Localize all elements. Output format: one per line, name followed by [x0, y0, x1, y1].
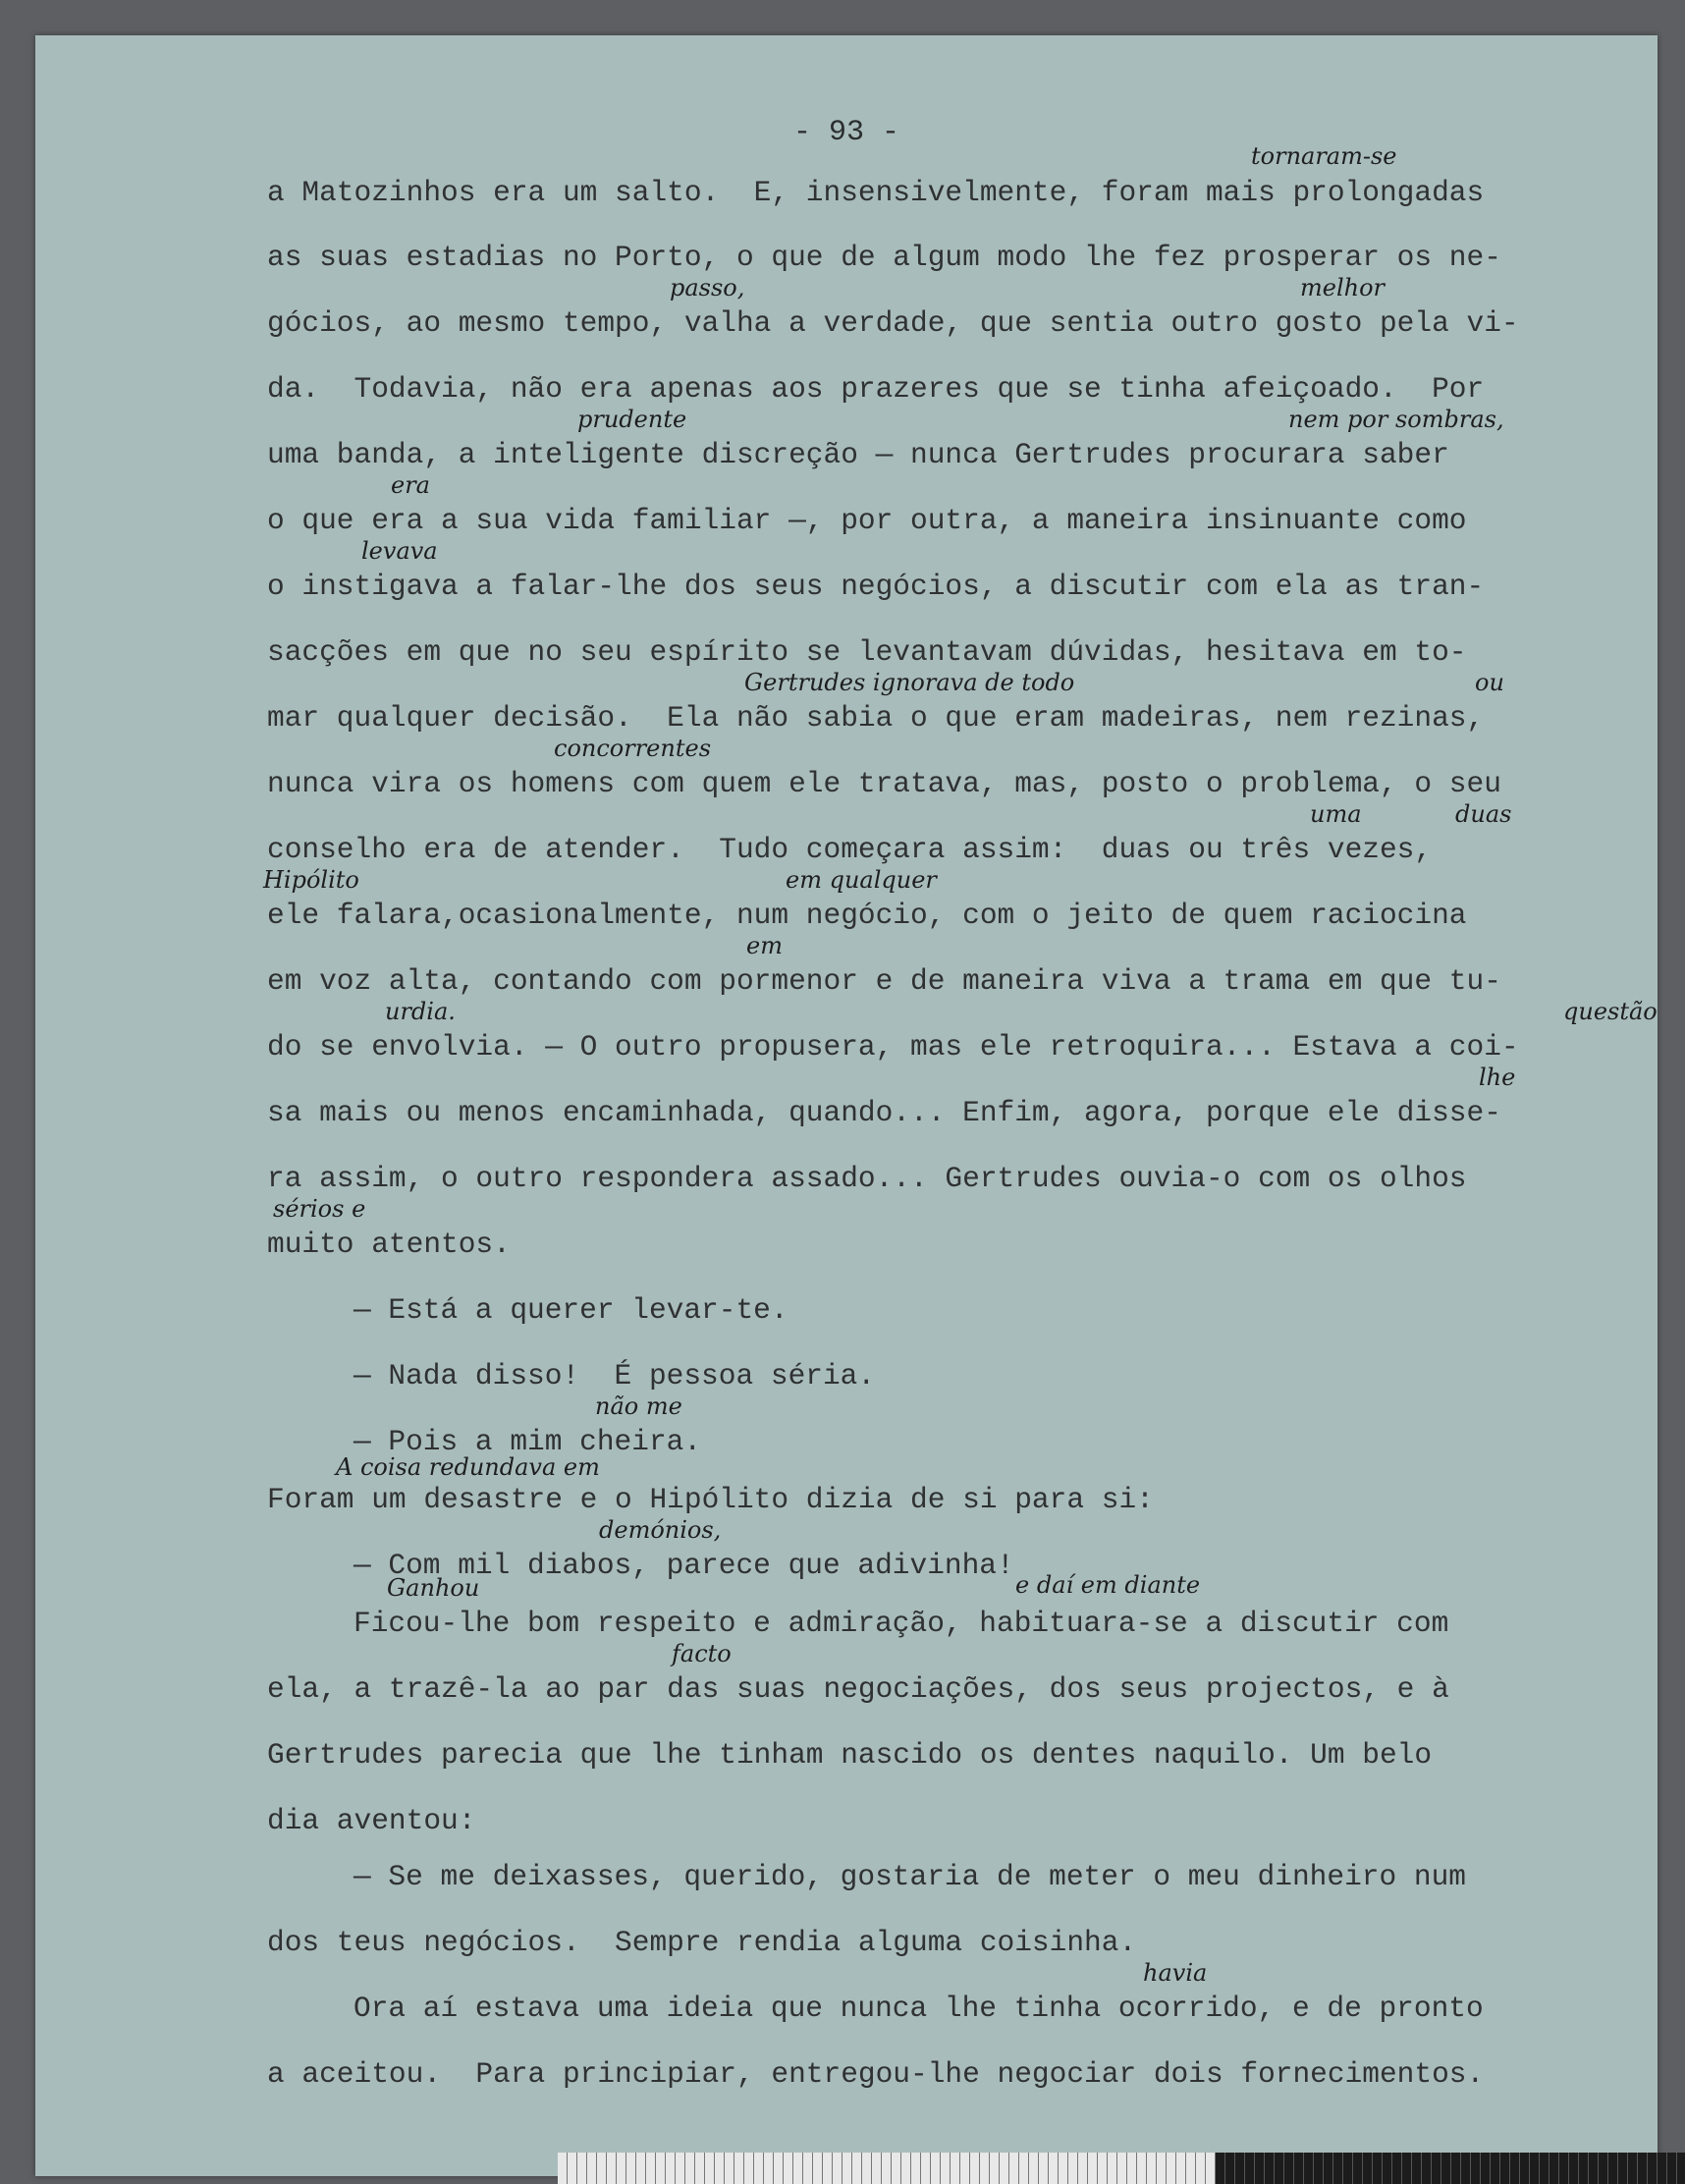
text-line: ra assim, o outro respondera assado... Gertrudes ouvia-o com os olhos [267, 1162, 1467, 1195]
handwritten-annotation: lhe [1479, 1064, 1516, 1091]
text-line: em voz alta, contando com pormenor e de maneira viva a trama em que tu- [267, 964, 1501, 998]
handwritten-annotation: uma [1310, 800, 1362, 828]
text-line: o que era a sua vida familiar —, por outra, a maneira insinuante como [267, 504, 1467, 537]
handwritten-annotation: em [746, 932, 783, 959]
text-line: nunca vira os homens com quem ele tratava, mas, posto o problema, o seu [267, 767, 1501, 800]
text-line: ele falara,ocasionalmente, num negócio, com o jeito de quem raciocina [267, 899, 1467, 932]
dialogue-line: — Pois a mim cheira. [353, 1425, 702, 1458]
text-line: da. Todavia, não era apenas aos prazeres que se tinha afeiçoado. Por [267, 372, 1485, 406]
handwritten-annotation: concorrentes [554, 735, 712, 762]
handwritten-annotation: não me [595, 1392, 682, 1420]
handwritten-annotation: urdia. [385, 998, 456, 1025]
text-line: as suas estadias no Porto, o que de algum modo lhe fez prosperar os ne- [267, 241, 1501, 274]
text-line: muito atentos. [267, 1228, 511, 1261]
handwritten-annotation: demónios, [599, 1516, 722, 1544]
text-line: a Matozinhos era um salto. E, insensivelmente, foram mais prolongadas [267, 176, 1485, 209]
handwritten-annotation: Hipólito [263, 866, 359, 894]
handwritten-annotation: em qualquer [786, 866, 937, 894]
color-bar [1216, 2153, 1685, 2184]
handwritten-annotation: facto [672, 1640, 732, 1667]
handwritten-annotation: A coisa redundava em [336, 1453, 600, 1481]
text-line: Ficou-lhe bom respeito e admiração, habituara-se a discutir com [353, 1607, 1449, 1640]
text-line: Gertrudes parecia que lhe tinham nascido os dentes naquilo. Um belo [267, 1738, 1433, 1772]
text-line: Ora aí estava uma ideia que nunca lhe tinha ocorrido, e de pronto [353, 1992, 1484, 2025]
text-line: do se envolvia. — O outro propusera, mas ele retroquira... Estava a coi- [267, 1030, 1519, 1064]
text-line: Foram um desastre e o Hipólito dizia de si para si: [267, 1483, 1154, 1516]
text-line: mar qualquer decisão. Ela não sabia o que eram madeiras, nem rezinas, [267, 701, 1485, 735]
handwritten-annotation: Gertrudes ignorava de todo [744, 669, 1075, 696]
handwritten-annotation: levava [361, 537, 438, 565]
text-line: gócios, ao mesmo tempo, valha a verdade, que sentia outro gosto pela vi- [267, 306, 1519, 340]
handwritten-annotation: questão [1563, 998, 1658, 1025]
text-line: conselho era de atender. Tudo começara assim: duas ou três vezes, [267, 833, 1433, 866]
handwritten-annotation: Ganhou [387, 1574, 480, 1602]
text-line: o instigava a falar-lhe dos seus negócios, a discutir com ela as tran- [267, 570, 1485, 603]
handwritten-annotation: e daí em diante [1015, 1571, 1201, 1599]
text-line: sacções em que no seu espírito se levantavam dúvidas, hesitava em to- [267, 635, 1467, 669]
text-line: uma banda, a inteligente discreção — nunca Gertrudes procurara saber [267, 438, 1449, 471]
handwritten-annotation: melhor [1300, 274, 1386, 301]
handwritten-annotation: tornaram-se [1251, 142, 1397, 170]
page-number: - 93 - [792, 116, 900, 149]
dialogue-line: — Está a querer levar-te. [353, 1293, 788, 1327]
handwritten-annotation: nem por sombras, [1288, 406, 1504, 433]
manuscript-page [35, 35, 1658, 2176]
handwritten-annotation: prudente [577, 406, 687, 433]
text-line: a aceitou. Para principiar, entregou-lhe negociar dois fornecimentos. [267, 2057, 1485, 2091]
text-line: dia aventou: [267, 1804, 476, 1837]
text-line: dos teus negócios. Sempre rendia alguma coisinha. [267, 1926, 1137, 1959]
handwritten-annotation: ou [1475, 669, 1504, 696]
text-line: ela, a trazê-la ao par das suas negociações, dos seus projectos, e à [267, 1672, 1449, 1706]
text-line: sa mais ou menos encaminhada, quando... Enfim, agora, porque ele disse- [267, 1096, 1501, 1129]
scale-ruler [558, 2153, 1216, 2184]
dialogue-line: — Se me deixasses, querido, gostaria de meter o meu dinheiro num [353, 1860, 1466, 1893]
dialogue-line: — Nada disso! É pessoa séria. [353, 1359, 876, 1392]
handwritten-annotation: era [391, 471, 430, 499]
handwritten-annotation: duas [1455, 800, 1512, 828]
handwritten-annotation: passo, [670, 274, 745, 301]
dialogue-line: — Com mil diabos, parece que adivinha! [353, 1549, 1014, 1582]
handwritten-annotation: havia [1143, 1959, 1208, 1987]
handwritten-annotation: sérios e [273, 1195, 366, 1223]
